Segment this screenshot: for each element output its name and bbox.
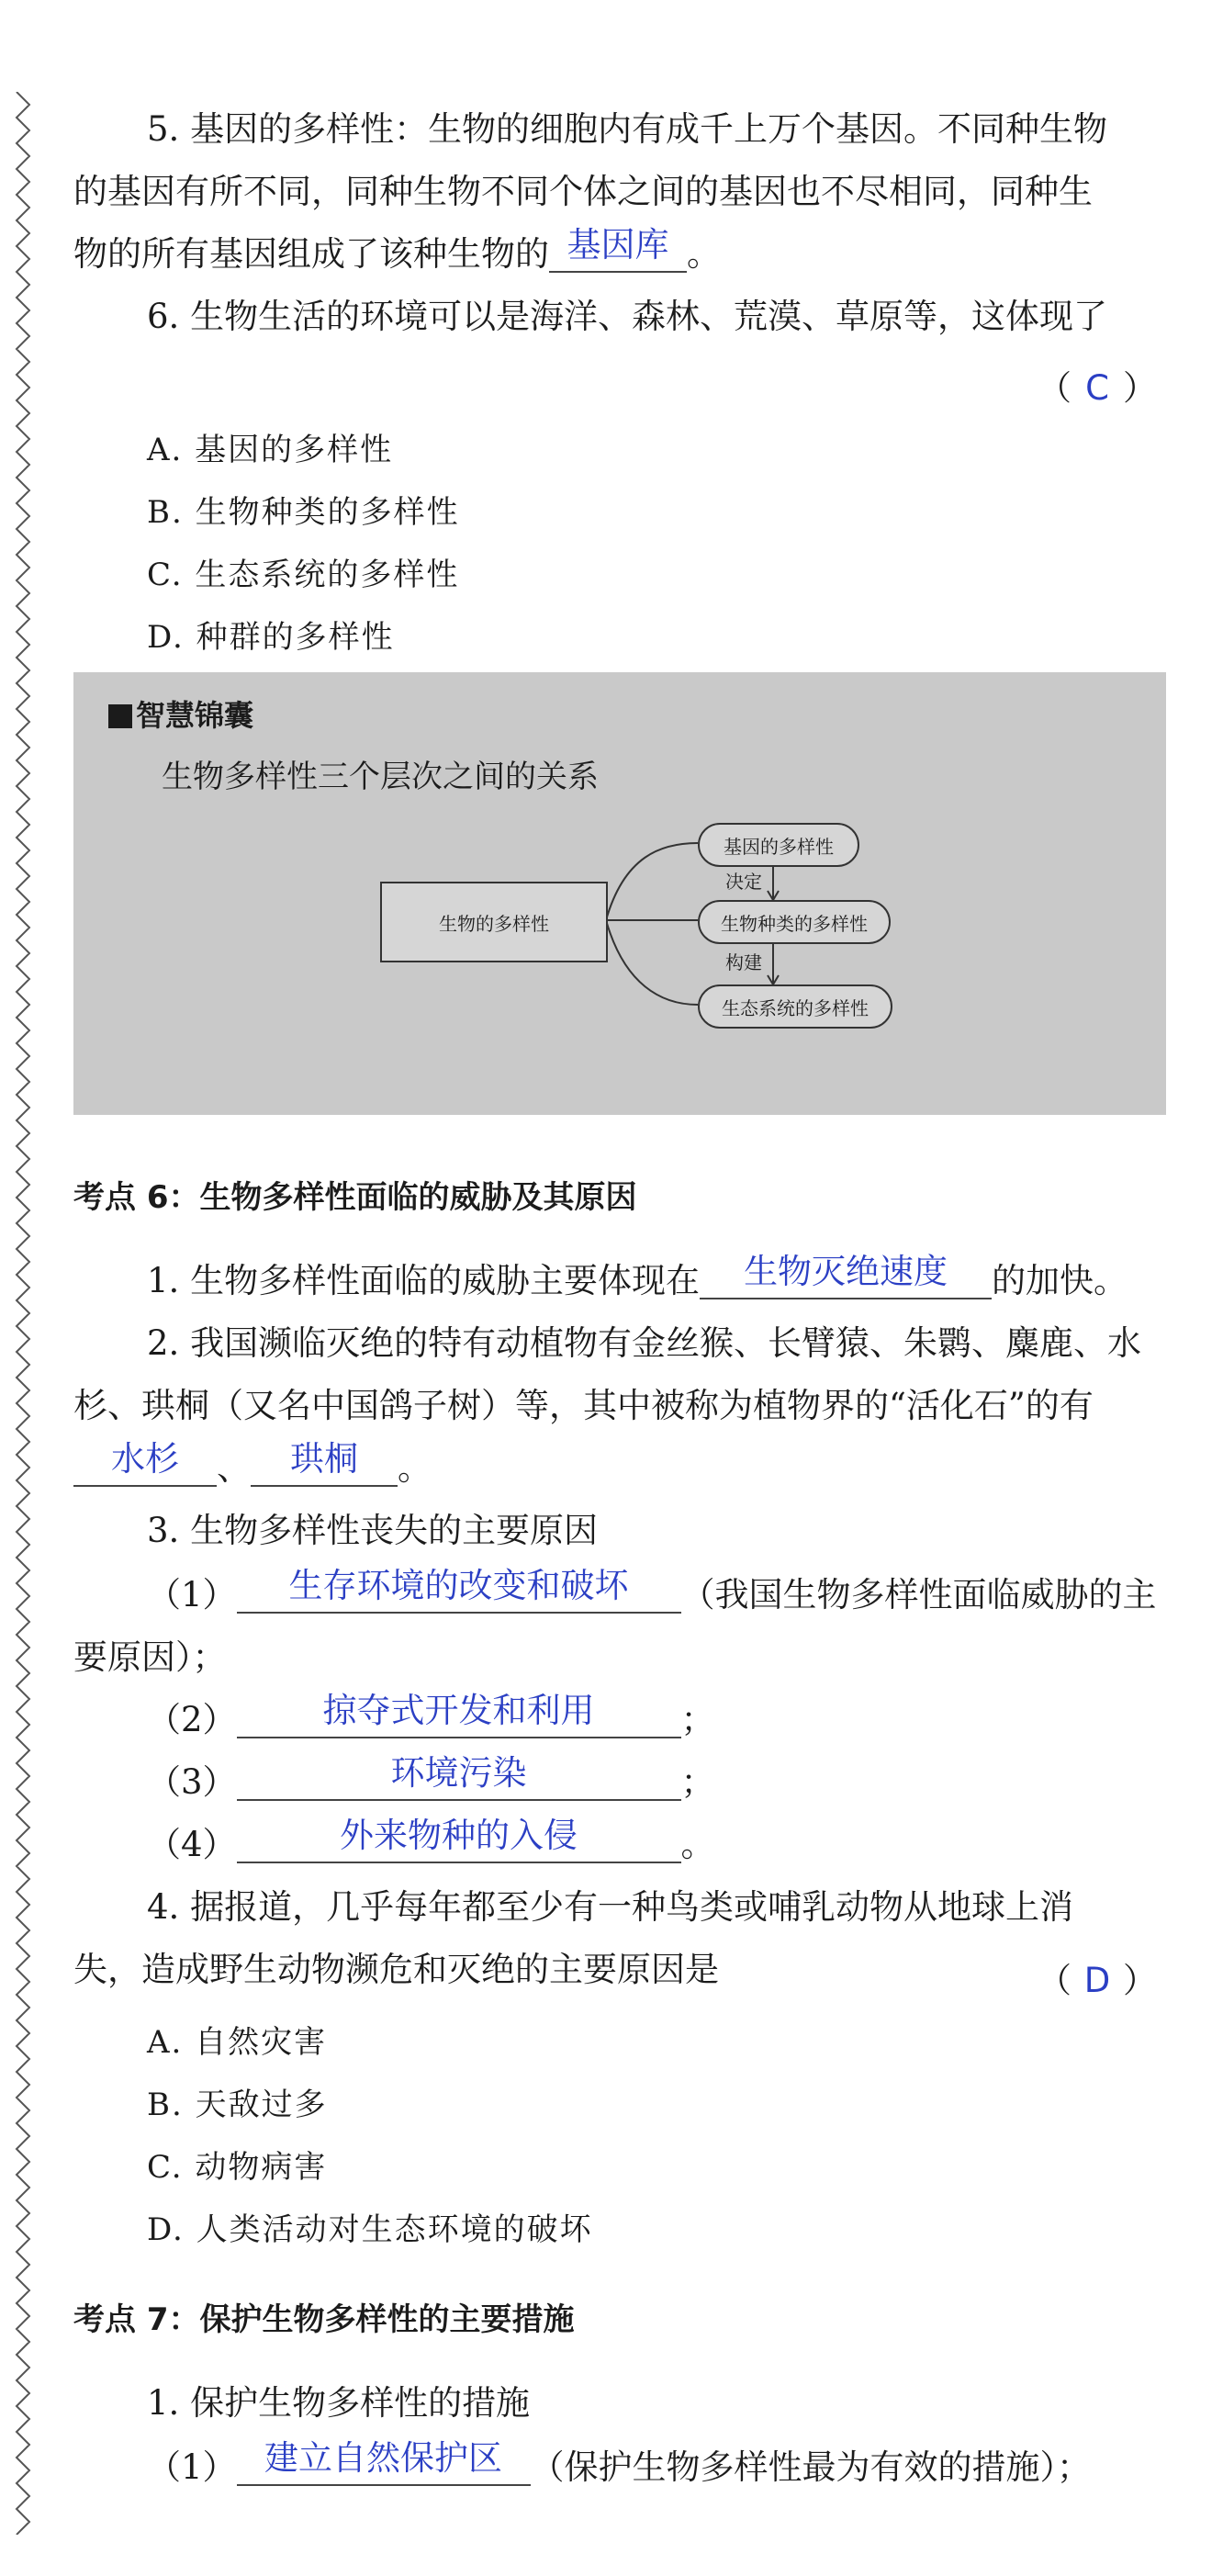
margin-zigzag-border [13,92,33,2535]
kp6-q4-answer: D [1083,1961,1111,2000]
node-ecosystem-diversity: 生态系统的多样性 [698,984,892,1029]
q6-answer-paren: （ C ） [1038,368,1157,408]
q6-stem: 6. 生物生活的环境可以是海洋、森林、荒漠、草原等，这体现了 [147,297,1108,336]
kp6-q1: 1. 生物多样性面临的威胁主要体现在 生物灭绝速度 的加快。 [147,1252,1128,1300]
kp6-q3-item3: （3） 环境污染 ； [147,1753,715,1802]
kp6-heading: 考点 6：生物多样性面临的威胁及其原因 [73,1179,637,1216]
tip-box-diagram-lines [73,672,1166,1115]
kp6-q3-item4-answer-blank: 外来物种的入侵 [237,1828,681,1863]
node-gene-diversity: 基因的多样性 [698,823,859,867]
tip-box [73,672,1166,1115]
q6-answer: C [1085,368,1109,408]
kp6-q4-answer-paren: （ D ） [1038,1961,1157,2000]
q6-option-c: C. 生态系统的多样性 [147,557,460,593]
edge-label-build: 构建 [725,951,762,973]
kp6-q4-line2: 失，造成野生动物濒危和灭绝的主要原因是 [73,1950,719,1989]
kp6-q2-answer1-blank: 水杉 [73,1451,217,1487]
kp6-q3-item1: （1） 生存环境的改变和破坏 （我国生物多样性面临威胁的主 [147,1566,1157,1614]
kp6-q4-option-c: C. 动物病害 [147,2149,328,2186]
kp6-q4-option-a: A. 自然灾害 [147,2024,328,2061]
node-species-diversity: 生物种类的多样性 [698,900,891,944]
kp6-q2-line3: 水杉 、 珙桐 。 [73,1451,432,1487]
q5-answer-blank: 基因库 [549,237,687,273]
edge-label-decide: 决定 [725,871,762,893]
tip-box-subtitle: 生物多样性三个层次之间的关系 [162,759,599,795]
kp7-q1-item1-answer-blank: 建立自然保护区 [237,2450,531,2486]
q5-line2: 的基因有所不同，同种生物不同个体之间的基因也不尽相同，同种生 [73,172,1093,211]
kp6-q4-option-d: D. 人类活动对生态环境的破坏 [147,2211,593,2248]
center-node-biodiversity: 生物的多样性 [380,882,608,962]
kp6-q2-line1: 2. 我国濒临灭绝的特有动植物有金丝猴、长臂猿、朱鹮、麋鹿、水 [147,1323,1142,1363]
kp6-q3-item2: （2） 掠夺式开发和利用 ； [147,1691,715,1739]
kp6-q3-item1-answer-blank: 生存环境的改变和破坏 [237,1578,681,1614]
kp7-q1-stem: 1. 保护生物多样性的措施 [147,2383,531,2423]
q6-option-d: D. 种群的多样性 [147,619,395,656]
kp6-q3-item2-answer-blank: 掠夺式开发和利用 [237,1703,681,1738]
q5-line3-end: 。 [687,234,721,274]
kp6-q1-answer-blank: 生物灭绝速度 [700,1264,992,1299]
q6-option-b: B. 生物种类的多样性 [147,494,460,531]
kp7-heading: 考点 7：保护生物多样性的主要措施 [73,2301,575,2338]
q5-line1: 5. 基因的多样性：生物的细胞内有成千上万个基因。不同种生物 [147,109,1108,149]
q5-line3 [73,225,721,274]
kp6-q3-stem: 3. 生物多样性丧失的主要原因 [147,1511,599,1550]
kp6-q3-item4: （4） 外来物种的入侵 。 [147,1816,715,1864]
kp6-q2-answer2-blank: 珙桐 [251,1451,398,1487]
kp6-q3-item3-answer-blank: 环境污染 [237,1765,681,1801]
kp6-q4-option-b: B. 天敌过多 [147,2087,328,2123]
kp6-q2-line2: 杉、珙桐（又名中国鸽子树）等，其中被称为植物界的“活化石”的有 [73,1386,1094,1425]
kp6-q4-line1: 4. 据报道，几乎每年都至少有一种鸟类或哺乳动物从地球上消 [147,1887,1074,1927]
q5-line3-text: 物的所有基因组成了该种生物的 [73,234,549,274]
kp6-q3-item1-line2: 要原因）； [73,1637,227,1677]
tip-box-title: 智慧锦囊 [108,692,253,735]
q6-option-a: A. 基因的多样性 [147,432,394,468]
kp7-q1-item1: （1） 建立自然保护区 （保护生物多样性最为有效的措施）； [147,2438,1092,2487]
